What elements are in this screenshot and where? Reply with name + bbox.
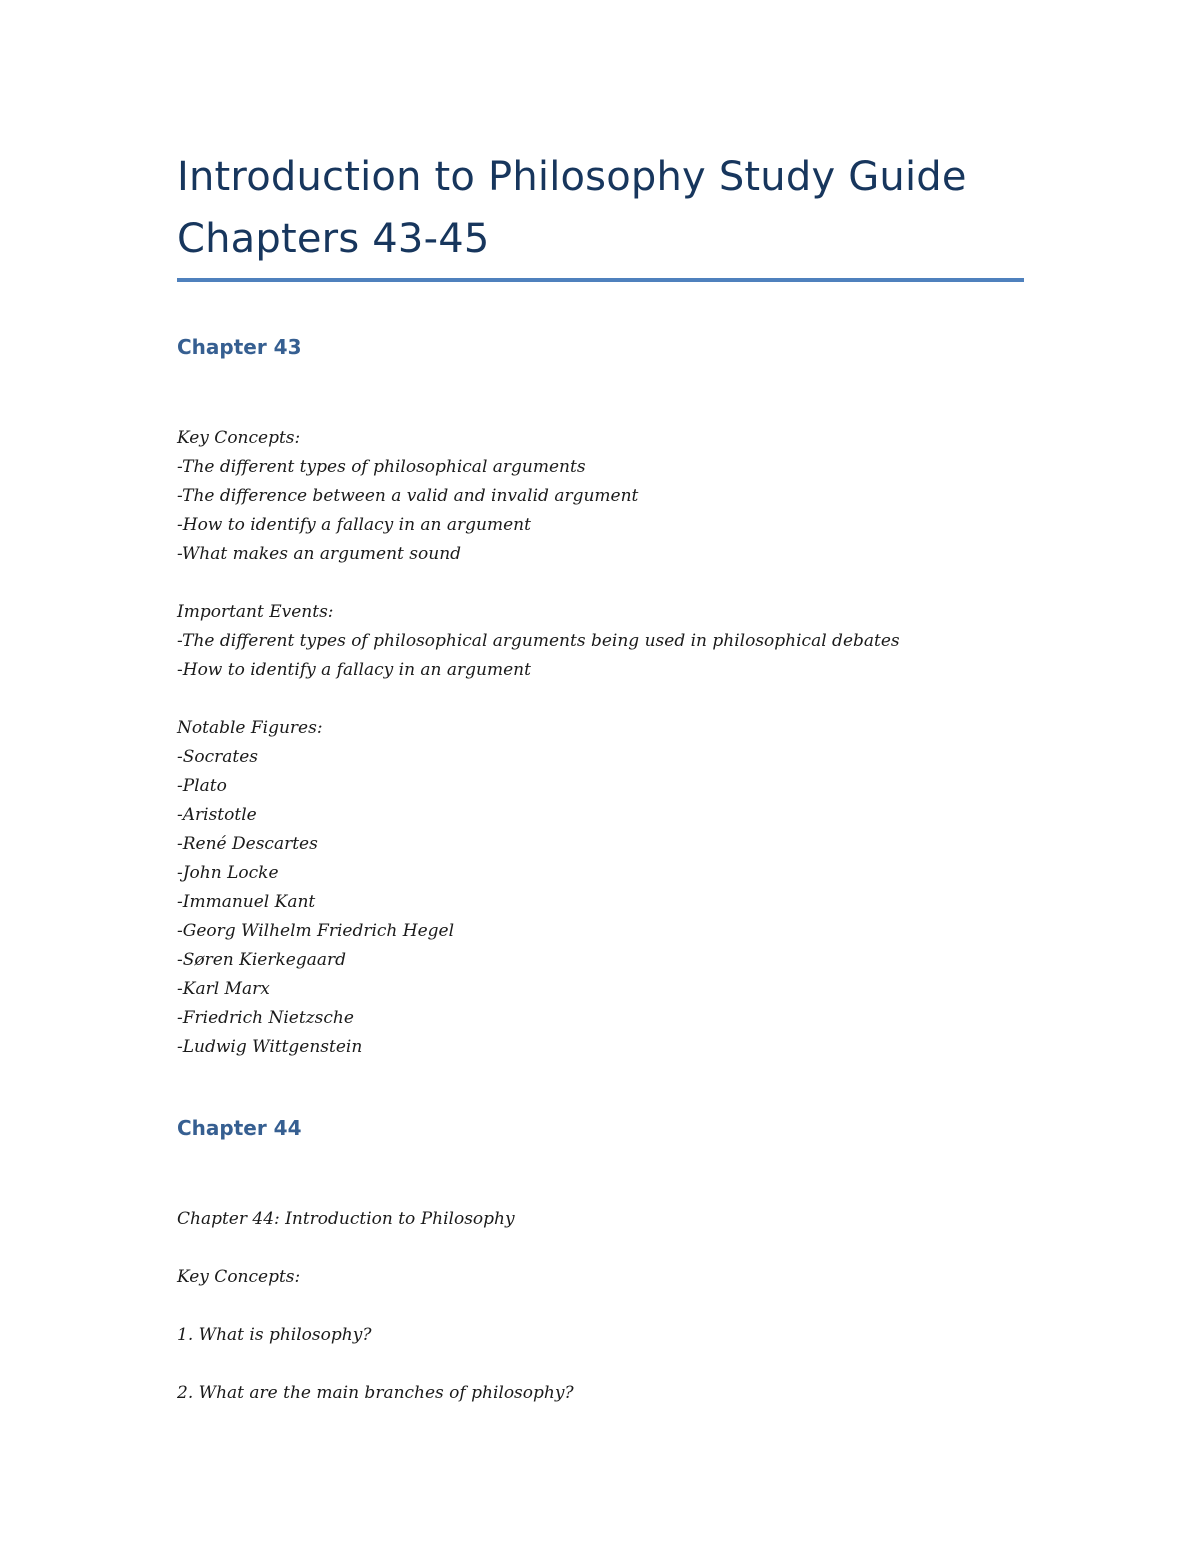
list-item: -Georg Wilhelm Friedrich Hegel: [177, 921, 455, 941]
key-concepts-label: Key Concepts:: [177, 1267, 301, 1287]
chapter-44-heading: Chapter 44: [177, 1116, 302, 1140]
list-item: -The difference between a valid and invalid argument: [177, 486, 639, 506]
chapter-43-key-concepts: [177, 424, 1024, 569]
document-title: [177, 146, 1024, 270]
list-item: -Karl Marx: [177, 979, 270, 999]
list-item: -John Locke: [177, 863, 279, 883]
chapter-43-notable-figures: [177, 714, 1024, 1062]
list-item: -What makes an argument sound: [177, 544, 462, 564]
list-item: -Søren Kierkegaard: [177, 950, 347, 970]
important-events-label: Important Events:: [177, 602, 334, 622]
title-line-1: Introduction to Philosophy Study Guide: [177, 154, 967, 200]
chapter-44-subtitle: Chapter 44: Introduction to Philosophy: [177, 1209, 515, 1229]
chapter-44-body: [177, 1205, 1024, 1408]
list-item: -Socrates: [177, 747, 259, 767]
notable-figures-label: Notable Figures:: [177, 718, 323, 738]
chapter-43-important-events: [177, 598, 1024, 685]
title-divider: [177, 278, 1024, 282]
chapter-43-heading: Chapter 43: [177, 335, 302, 359]
title-line-2: Chapters 43-45: [177, 216, 490, 262]
key-concepts-label: Key Concepts:: [177, 428, 301, 448]
list-item: -Aristotle: [177, 805, 257, 825]
list-item: -The different types of philosophical arguments being used in philosophical debates: [177, 631, 900, 651]
list-item: -Plato: [177, 776, 227, 796]
list-item: -Friedrich Nietzsche: [177, 1008, 354, 1028]
list-item: -René Descartes: [177, 834, 318, 854]
list-item: -How to identify a fallacy in an argument: [177, 660, 531, 680]
list-item: -Ludwig Wittgenstein: [177, 1037, 363, 1057]
document-content: [177, 146, 1024, 1408]
list-item: 2. What are the main branches of philosophy?: [177, 1383, 574, 1403]
list-item: 1. What is philosophy?: [177, 1325, 372, 1345]
list-item: -How to identify a fallacy in an argument: [177, 515, 531, 535]
list-item: -Immanuel Kant: [177, 892, 316, 912]
list-item: -The different types of philosophical arguments: [177, 457, 586, 477]
